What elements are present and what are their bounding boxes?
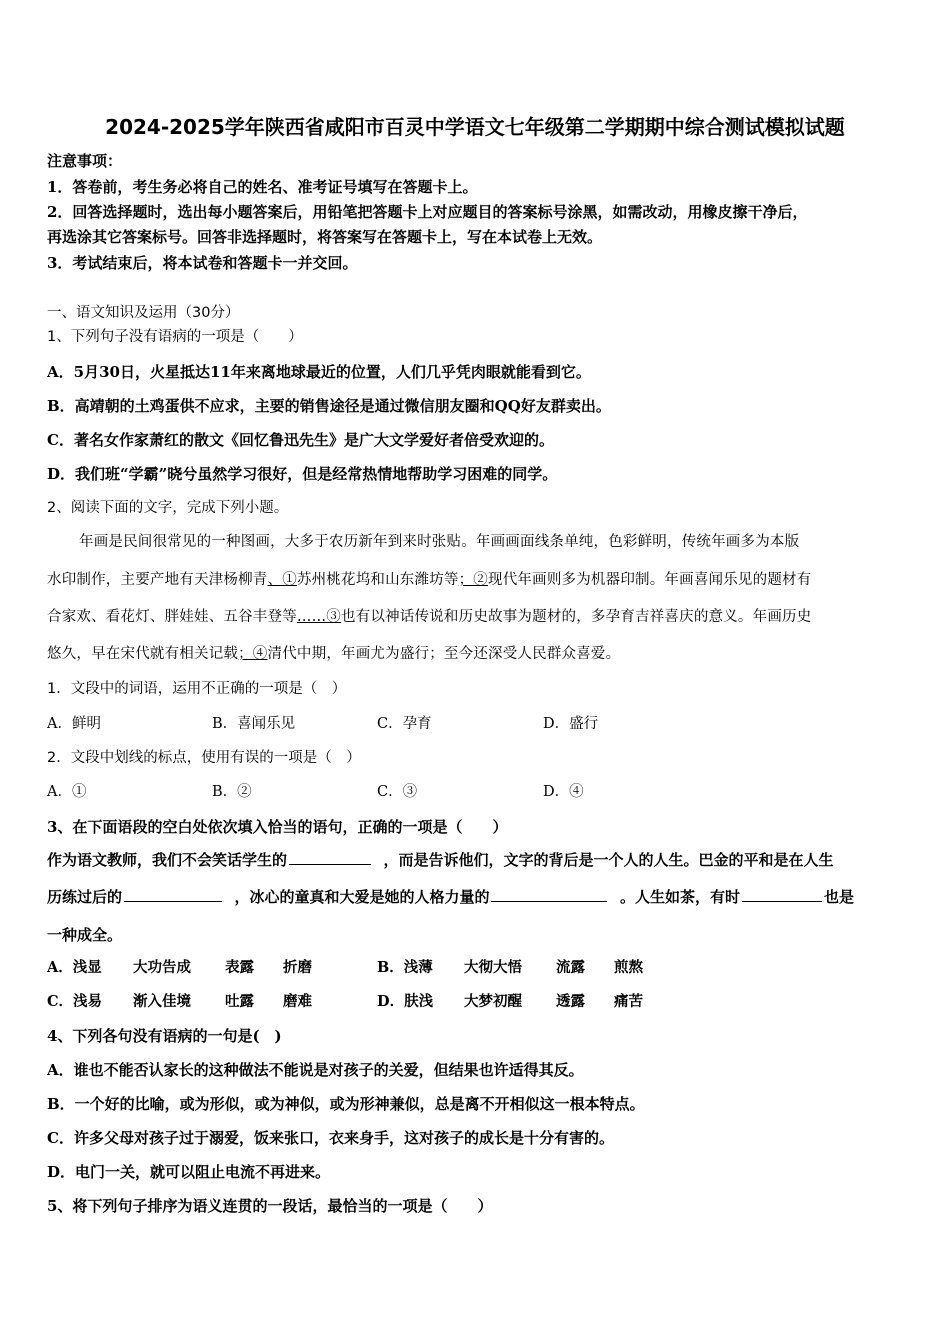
underlined-punctuation: 、①	[267, 572, 297, 588]
question-4-option-b: B．一个好的比喻，或为形似，或为神似，或为形神兼似，总是离不开相似这一根本特点。	[47, 1095, 645, 1113]
question-3-text: 。人生如茶，有时	[619, 888, 740, 906]
question-3-option-b	[377, 958, 643, 978]
question-3-line	[47, 850, 833, 870]
page-title: 2024-2025学年陕西省咸阳市百灵中学语文七年级第二学期期中综合测试模拟试题	[105, 115, 845, 139]
underlined-punctuation: ；②	[458, 572, 489, 588]
notice-item: 1．答卷前，考生务必将自己的姓名、准考证号填写在答题卡上。	[47, 178, 478, 196]
option-word: A．浅显	[47, 959, 102, 976]
sub-question-2-option-a: A．①	[47, 784, 87, 800]
option-word: 大功告成	[133, 959, 191, 976]
passage-text: 清代中期，年画尤为盛行；至今还深受人民群众喜爱。	[267, 646, 621, 662]
option-word: 痛苦	[614, 993, 643, 1010]
notice-heading: 注意事项：	[47, 152, 123, 170]
question-3-text: 也是	[823, 888, 854, 906]
question-1-option-c: C．著名女作家萧红的散文《回忆鲁迅先生》是广大文学爱好者倍受欢迎的。	[47, 431, 554, 449]
option-word: 表露	[225, 959, 254, 976]
passage-line: 年画是民间很常见的一种图画，大多于农历新年到来时张贴。年画画面线条单纯，色彩鲜明，传统年画多为本版	[79, 534, 800, 550]
option-word: B．浅薄	[377, 959, 433, 976]
passage-text: 悠久，早在宋代就有相关记载	[47, 646, 239, 662]
question-3-text: ，而是告诉他们，文字的背后是一个人的人生。巴金的平和是在人生	[383, 851, 834, 869]
sub-question-1-option-a: A．鲜明	[47, 716, 101, 732]
fill-blank	[289, 850, 371, 865]
question-3-text: ，冰心的童真和大爱是她的人格力量的	[234, 888, 490, 906]
question-4-stem: 4、下列各句没有语病的一句是( )	[47, 1027, 282, 1045]
question-3-line: 一种成全。	[47, 926, 123, 944]
question-3-text: 作为语文教师，我们不会笑话学生的	[47, 851, 288, 869]
sub-question-1-stem: 1．文段中的词语，运用不正确的一项是（ ）	[47, 681, 347, 697]
fill-blank	[742, 887, 822, 902]
option-word: 渐入佳境	[133, 993, 191, 1010]
passage-line	[47, 644, 620, 664]
question-3-line	[47, 887, 854, 907]
option-word: 吐露	[225, 993, 254, 1010]
underlined-punctuation: ……③	[296, 609, 342, 625]
notice-item: 3．考试结束后，将本试卷和答题卡一并交回。	[47, 254, 358, 272]
question-3-text: 历练过后的	[47, 888, 123, 906]
question-2-stem: 2、阅读下面的文字，完成下列小题。	[47, 500, 289, 516]
passage-text: 苏州桃花坞和山东潍坊等	[296, 572, 459, 588]
question-3-option-d	[377, 992, 643, 1012]
option-word: C．浅易	[47, 993, 103, 1010]
sub-question-1-option-c: C．孕育	[377, 716, 432, 732]
option-word: 透露	[556, 993, 585, 1010]
question-4-option-c: C．许多父母对孩子过于溺爱，饭来张口，衣来身手，这对孩子的成长是十分有害的。	[47, 1129, 614, 1147]
question-4-option-d: D．电门一关，就可以阻止电流不再进来。	[47, 1163, 331, 1181]
question-3-option-c	[47, 992, 312, 1012]
passage-text: 合家欢、看花灯、胖娃娃、五谷丰登等	[47, 609, 297, 625]
option-word: 大梦初醒	[464, 993, 522, 1010]
sub-question-2-option-b: B．②	[212, 784, 252, 800]
question-4-option-a: A．谁也不能否认家长的这种做法不能说是对孩子的关爱，但结果也许适得其反。	[47, 1061, 584, 1079]
passage-line	[47, 607, 811, 627]
underlined-punctuation: ；④	[238, 646, 268, 662]
sub-question-2-option-c: C．③	[377, 784, 418, 800]
sub-question-2-stem: 2．文段中划线的标点，使用有误的一项是（ ）	[47, 750, 361, 766]
sub-question-2-option-d: D．④	[543, 784, 584, 800]
passage-text: 现代年画则多为机器印制。年画喜闻乐见的题材有	[488, 572, 812, 588]
question-1-option-d: D．我们班“学霸”晓兮虽然学习很好，但是经常热情地帮助学习困难的同学。	[47, 465, 558, 483]
question-1-stem: 1、下列句子没有语病的一项是（ ）	[47, 329, 303, 345]
question-5-stem: 5、将下列句子排序为语义连贯的一段话，最恰当的一项是（ ）	[47, 1197, 493, 1215]
option-word: 大彻大悟	[464, 959, 522, 976]
notice-item: 再选涂其它答案标号。回答非选择题时，将答案写在答题卡上，写在本试卷上无效。	[47, 228, 603, 246]
option-word: 折磨	[283, 959, 312, 976]
option-word: 煎熬	[614, 959, 643, 976]
option-word: 流露	[556, 959, 585, 976]
passage-text: 也有以神话传说和历史故事为题材的，多孕育吉祥喜庆的意义。年画历史	[341, 609, 812, 625]
question-1-option-b: B．高靖朝的土鸡蛋供不应求，主要的销售途径是通过微信朋友圈和QQ好友群卖出。	[47, 397, 611, 415]
sub-question-1-option-d: D．盛行	[543, 716, 599, 732]
passage-line	[47, 570, 811, 590]
question-1-option-a: A．5月30日，火星抵达11年来离地球最近的位置，人们几乎凭肉眼就能看到它。	[47, 363, 591, 381]
sub-question-1-option-b: B．喜闻乐见	[212, 716, 296, 732]
notice-item: 2．回答选择题时，选出每小题答案后，用铅笔把答题卡上对应题目的答案标号涂黑，如需改动，用橡皮擦干净后，	[47, 203, 808, 221]
option-word: 磨难	[283, 993, 312, 1010]
fill-blank	[124, 887, 222, 902]
passage-text: 水印制作，主要产地有天津杨柳青	[47, 572, 268, 588]
option-word: D．肤浅	[377, 993, 434, 1010]
fill-blank	[491, 887, 607, 902]
question-3-stem: 3、在下面语段的空白处依次填入恰当的语句，正确的一项是（ ）	[47, 818, 508, 836]
section-heading: 一、语文知识及运用（30分）	[47, 305, 240, 321]
question-3-option-a	[47, 958, 312, 978]
